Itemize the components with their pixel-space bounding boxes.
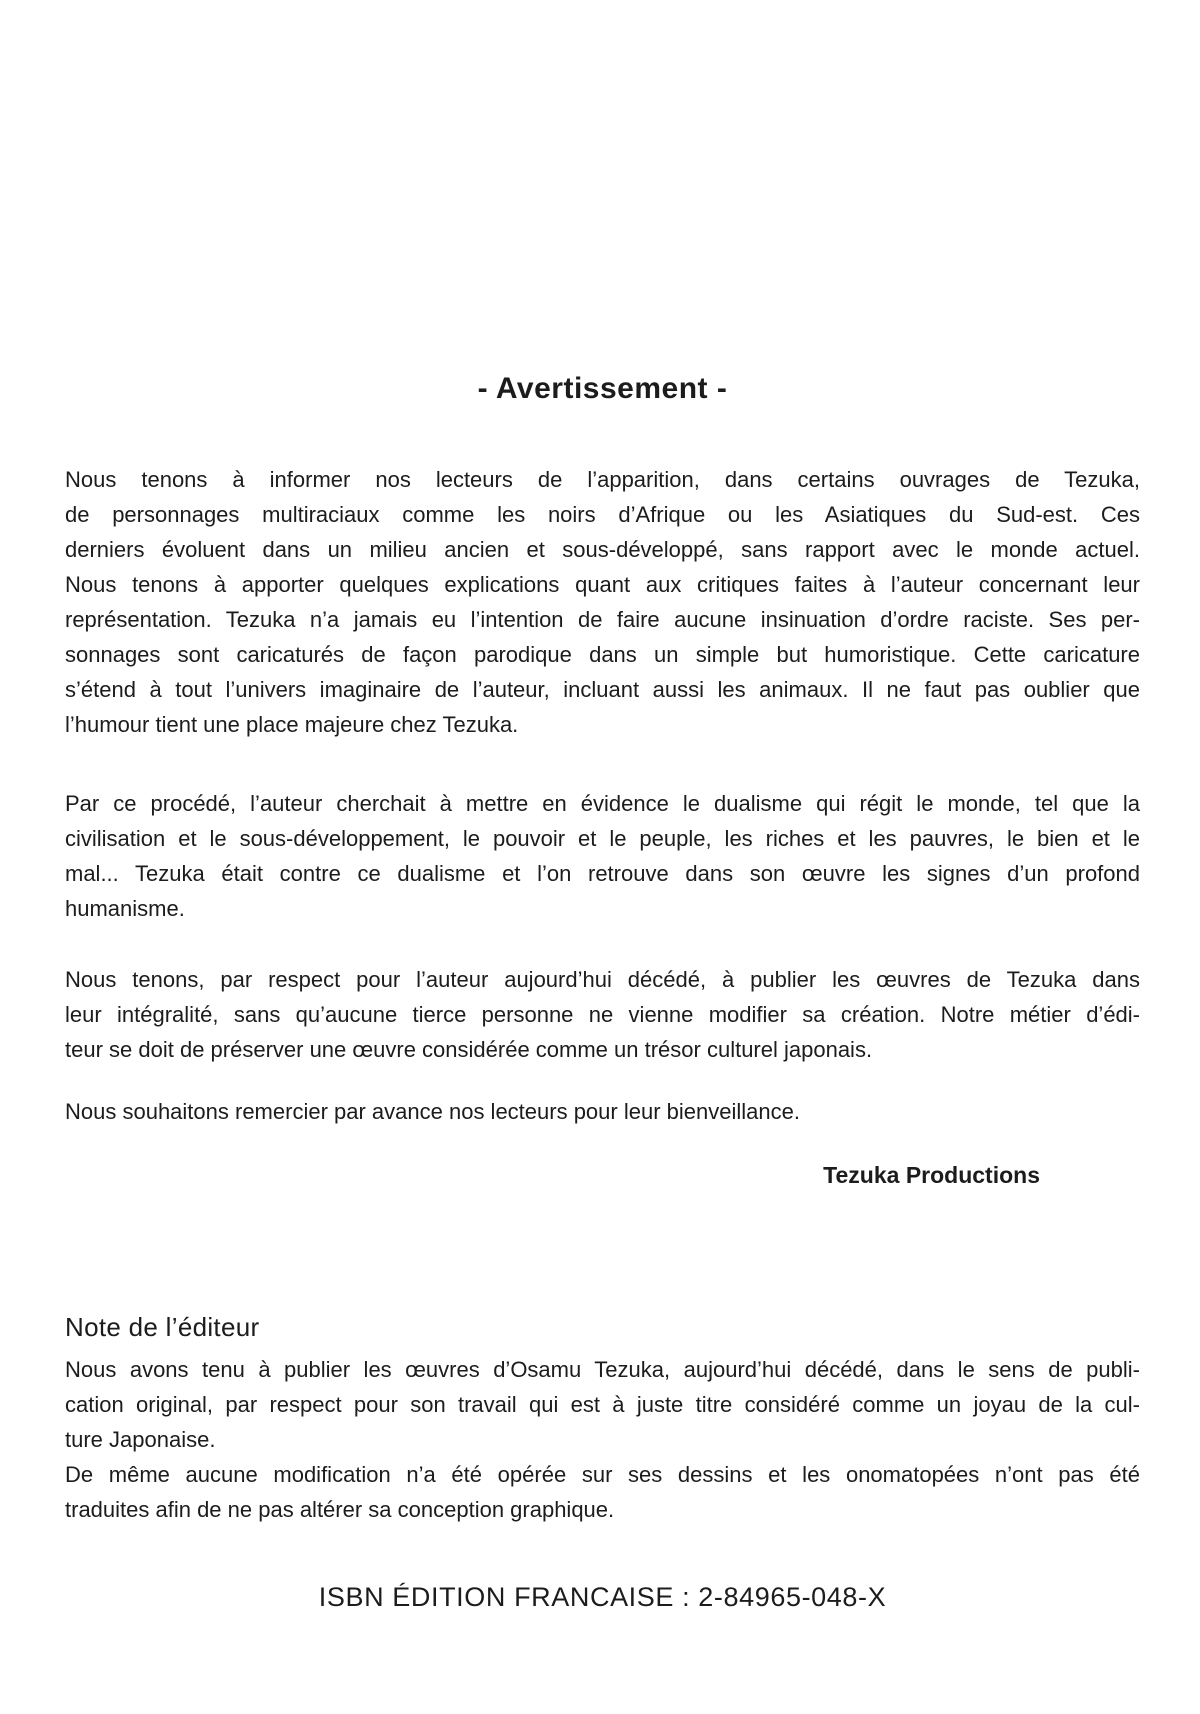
text-line: civilisation et le sous-développement, le pouvoir et le peuple, les riches et les pauvres, le bien et le [65, 826, 1140, 851]
text-line: Nous souhaitons remercier par avance nos lecteurs pour leur bienveillance. [65, 1099, 800, 1124]
disclaimer-paragraph-4 [65, 1094, 1140, 1129]
text-line: cation original, par respect pour son travail qui est à juste titre considéré comme un joyau de la cul- [65, 1392, 1140, 1417]
text-line: Nous tenons, par respect pour l’auteur aujourd’hui décédé, à publier les œuvres de Tezuka dans [65, 967, 1140, 992]
text-line: sonnages sont caricaturés de façon parodique dans un simple but humoristique. Cette caricature [65, 642, 1140, 667]
signature-tezuka-productions: Tezuka Productions [823, 1162, 1040, 1188]
text-line: Par ce procédé, l’auteur cherchait à mettre en évidence le dualisme qui régit le monde, tel que la [65, 791, 1140, 816]
text-line: teur se doit de préserver une œuvre considérée comme un trésor culturel japonais. [65, 1037, 873, 1062]
text-line: derniers évoluent dans un milieu ancien et sous-développé, sans rapport avec le monde actuel. [65, 537, 1140, 562]
text-line: traduites afin de ne pas altérer sa conception graphique. [65, 1497, 615, 1522]
disclaimer-paragraph-2 [65, 786, 1140, 926]
text-line: leur intégralité, sans qu’aucune tierce personne ne vienne modifier sa création. Notre métier d’édi- [65, 1002, 1140, 1027]
text-line: représentation. Tezuka n’a jamais eu l’intention de faire aucune insinuation d’ordre raciste. Ses per- [65, 607, 1140, 632]
text-line: s’étend à tout l’univers imaginaire de l’auteur, incluant aussi les animaux. Il ne faut pas oublier que [65, 677, 1140, 702]
disclaimer-paragraph-1 [65, 462, 1140, 742]
disclaimer-paragraph-3 [65, 962, 1140, 1067]
text-line: Nous tenons à apporter quelques explications quant aux critiques faites à l’auteur concernant leur [65, 572, 1140, 597]
isbn-line: ISBN ÉDITION FRANCAISE : 2-84965-048-X [318, 1582, 887, 1612]
text-line: humanisme. [65, 896, 185, 921]
text-line: Nous avons tenu à publier les œuvres d’Osamu Tezuka, aujourd’hui décédé, dans le sens de publi- [65, 1357, 1140, 1382]
text-line: l’humour tient une place majeure chez Tezuka. [65, 712, 519, 737]
text-line: de personnages multiraciaux comme les noirs d’Afrique ou les Asiatiques du Sud-est. Ces [65, 502, 1140, 527]
text-line: De même aucune modification n’a été opérée sur ses dessins et les onomatopées n’ont pas été [65, 1462, 1140, 1487]
page-title: - Avertissement - [477, 372, 728, 405]
text-line: mal... Tezuka était contre ce dualisme et l’on retrouve dans son œuvre les signes d’un profond [65, 861, 1140, 886]
text-line: Nous tenons à informer nos lecteurs de l’apparition, dans certains ouvrages de Tezuka, [65, 467, 1140, 492]
editor-note-heading: Note de l’éditeur [65, 1312, 260, 1342]
text-line: ture Japonaise. [65, 1427, 216, 1452]
editor-note-paragraph [65, 1352, 1140, 1527]
